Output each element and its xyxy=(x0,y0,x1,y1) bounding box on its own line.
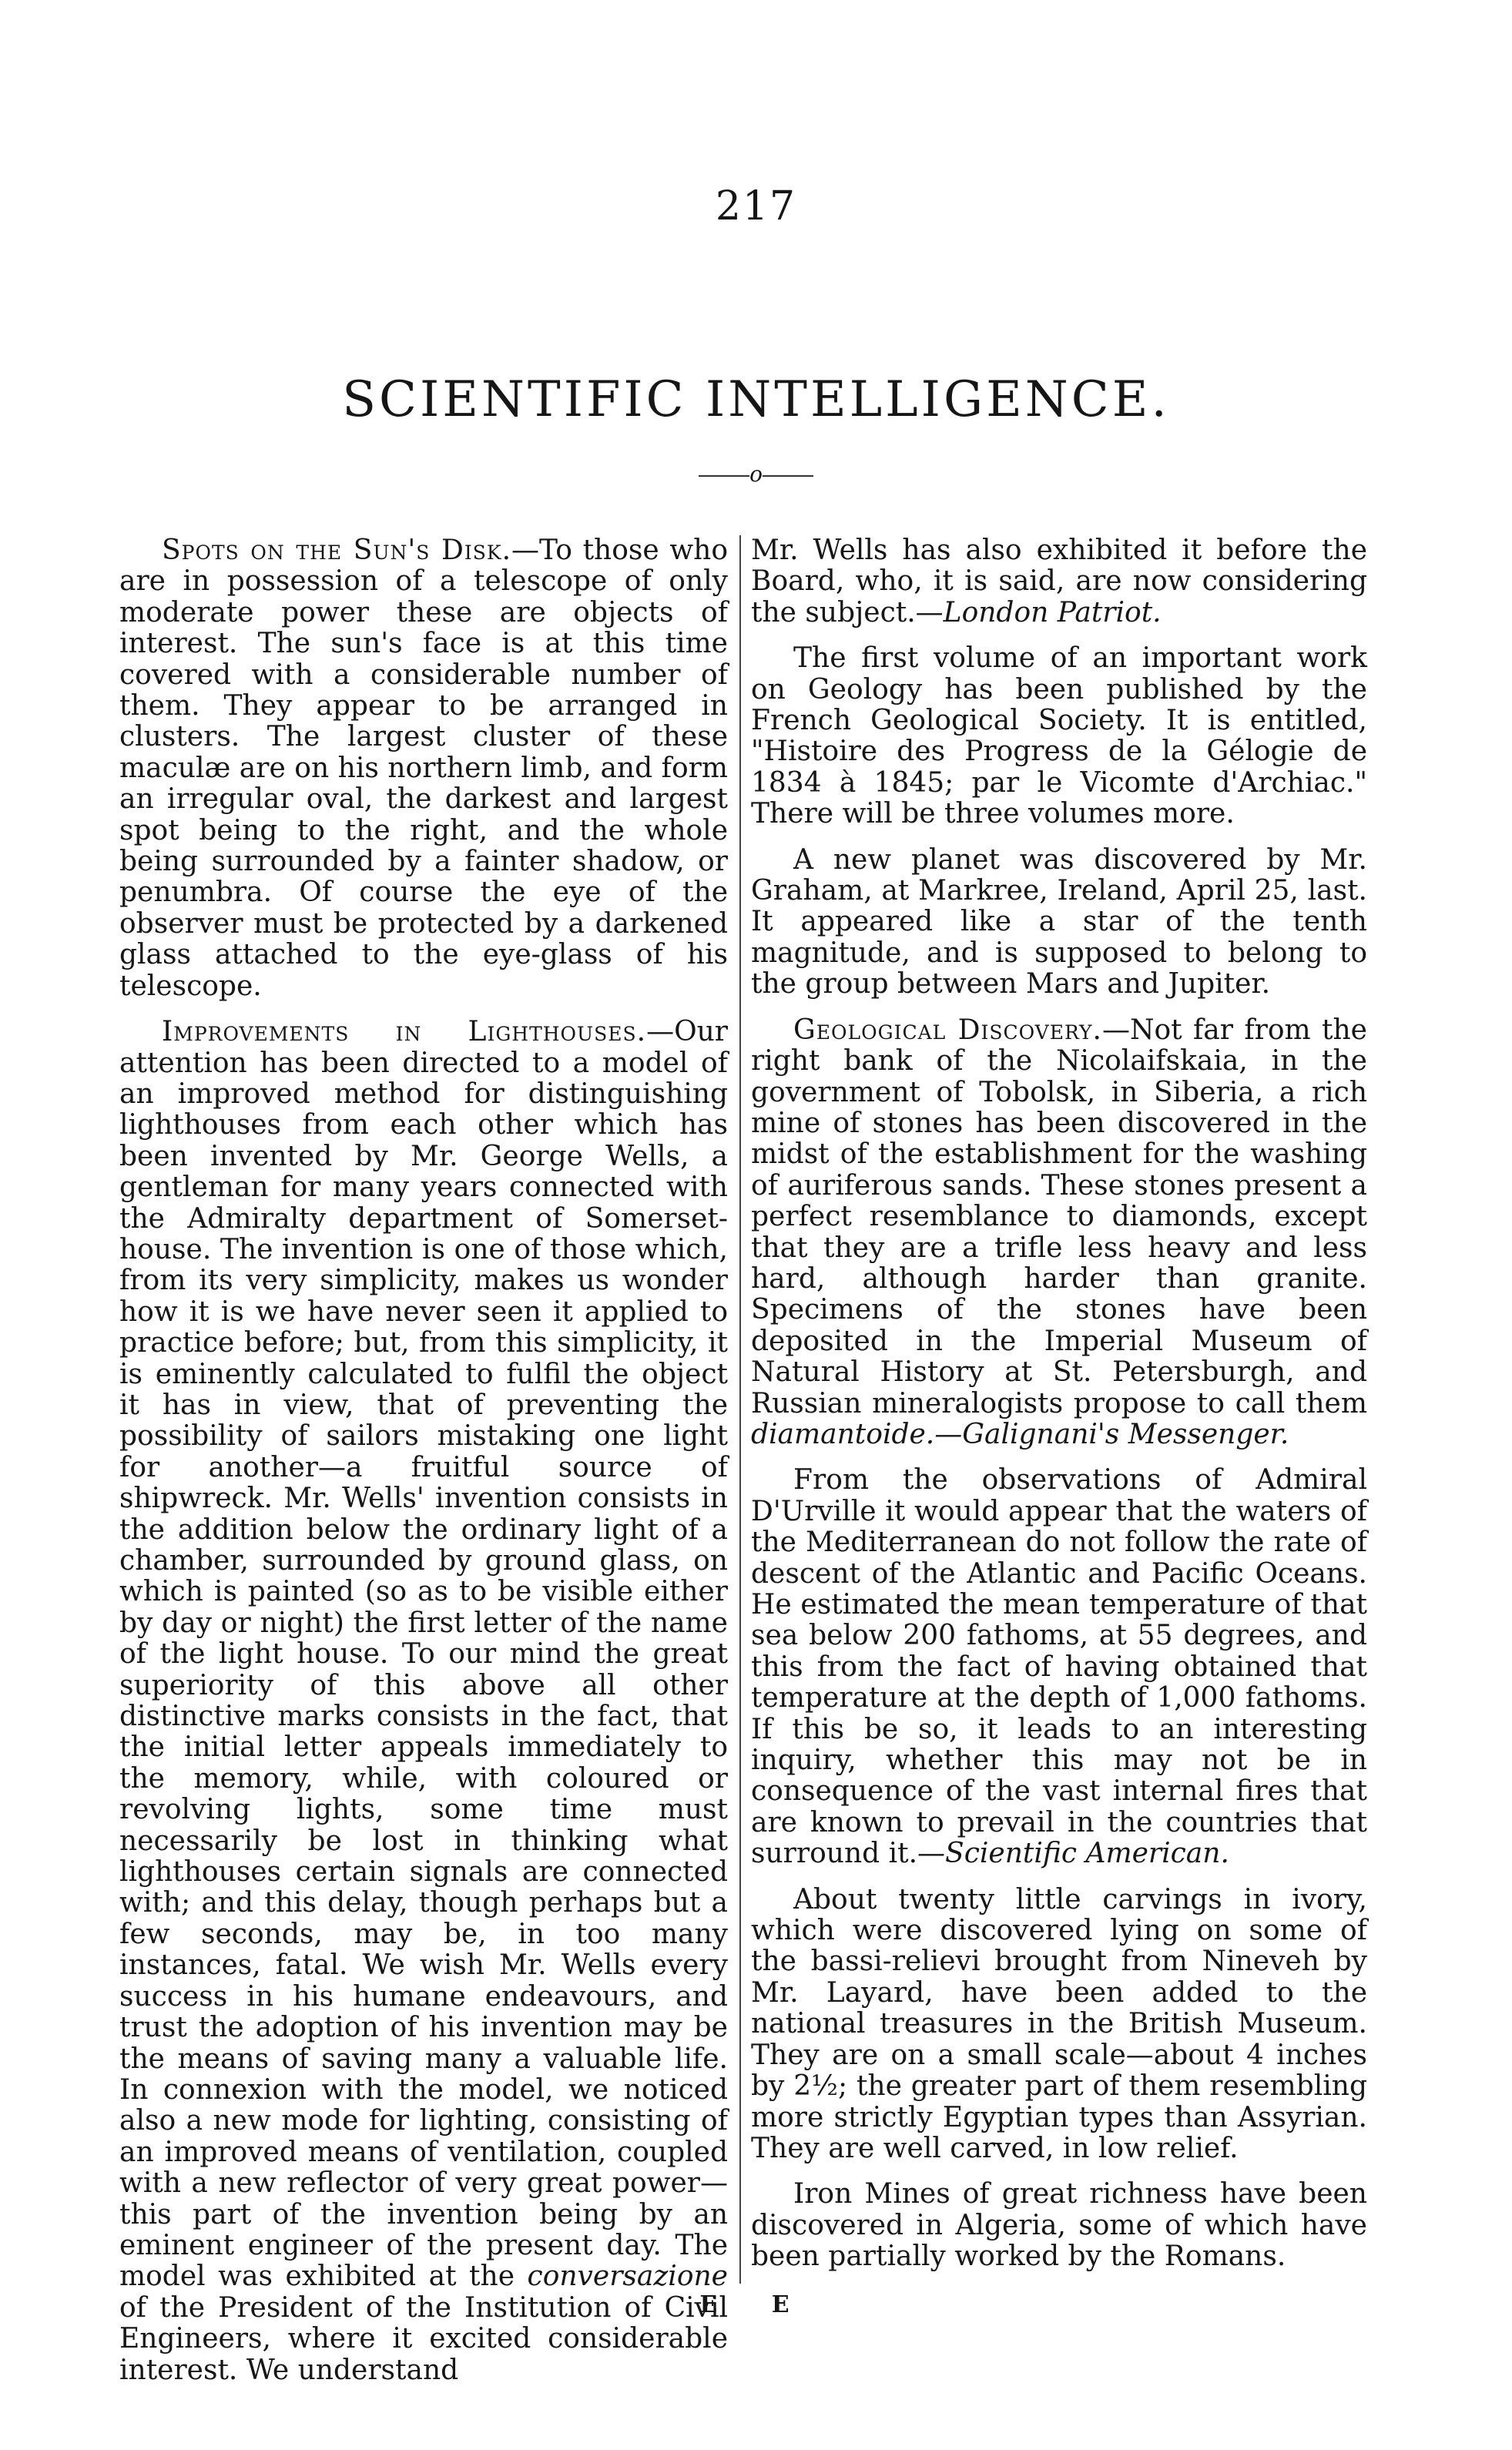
ornament-divider xyxy=(0,461,1512,487)
article-body: —To those who are in possession of a telescope of only moderate power these are objects of interest. The sun's face is at this time covered with a considerable number of them. They appear to be arranged in clusters. The largest cluster of these maculæ are on his northern limb, and form an irregular oval, the darkest and largest spot being to the right, and the whole being surrounded by a fainter shadow, or penumbra. Of course the eye of the observer must be protected by a darkened glass attached to the eye-glass of his telescope. xyxy=(119,535,728,1002)
article-ivory-carvings: About twenty little carvings in ivory, which were discovered lying on some of the bassi-relievi brought from Nineveh by Mr. Layard, have been added to the national treasures in the British Museum. They are on a small scale—about 4 inches by 2½; the greater part of them resembling more strictly Egyptian types than Assyrian. They are well carved, in low relief. xyxy=(751,1883,1367,2164)
article-source: —London Patriot. xyxy=(915,596,1162,628)
article-iron-mines: Iron Mines of great richness have been discovered in Algeria, some of which have been partially worked by the Romans. xyxy=(751,2178,1367,2273)
article-sun-spots xyxy=(119,535,728,1002)
article-body: Mr. Wells has also exhibited it before the Board, who, it is said, are now considering the subject. xyxy=(751,535,1367,628)
page-title: SCIENTIFIC INTELLIGENCE. xyxy=(342,371,1170,428)
article-body-end: of the President of the Institution of Civil Engineers, where it excited considerable interest. We understand xyxy=(119,2291,728,2386)
signature-mark: E E xyxy=(699,2291,813,2318)
italic-term: conversazione xyxy=(527,2261,728,2293)
right-column xyxy=(751,535,1367,2287)
ornament-mark: o xyxy=(749,461,763,487)
column-divider xyxy=(739,535,741,2284)
article-geology-work: The first volume of an important work on Geology has been published by the French Geological Society. It is entitled, "Histoire des Progress de la Gélogie de 1834 à 1845; par le Vicomte d'Archiac." There will be three volumes more. xyxy=(751,642,1367,830)
left-column xyxy=(119,535,728,2401)
article-new-planet: A new planet was discovered by Mr. Graham, at Markree, Ireland, April 25, last. It appeared like a star of the tenth magnitude, and is supposed to belong to the group between Mars and Jupiter. xyxy=(751,843,1367,1000)
ornament-rule-right xyxy=(763,475,813,477)
ornament-rule-left xyxy=(699,475,749,477)
article-title: Improvements in Lighthouses. xyxy=(162,1016,647,1048)
article-durville xyxy=(751,1465,1367,1869)
article-source: —Scientific American. xyxy=(917,1838,1229,1870)
article-wells-continued xyxy=(751,535,1367,628)
page-number: 217 xyxy=(715,183,797,230)
article-title: Geological Discovery. xyxy=(793,1014,1102,1046)
article-body: —Our attention has been directed to a model of an improved method for distinguishing lighthouses from each other which has been invented by Mr. George Wells, a gentleman for many years connected with the Admiralty department of Somerset-house. The invention is one of those which, from its very simplicity, makes us wonder how it is we have never seen it applied to practice before; but, from this simplicity, it is eminently calculated to fulfil the object it has in view, that of preventing the possibility of sailors mistaking one light for another—a fruitful source of shipwreck. Mr. Wells' invention consists in the addition below the ordinary light of a chamber, surrounded by ground glass, on which is painted (so as to be visible either by day or night) the first letter of the name of the light house. To our mind the great superiority of this above all other distinctive marks consists in the fact, that the initial letter appeals immediately to the memory, while, with coloured or revolving lights, some time must necessarily be lost in thinking what lighthouses certain signals are connected with; and this delay, though perhaps but a few seconds, may be, in too many instances, fatal. We wish Mr. Wells every success in his humane endeavours, and trust the adoption of his invention may be the means of saving many a valuable life. In connexion with the model, we noticed also a new mode for lighting, consisting of an improved means of ventilation, coupled with a new reflector of very great power—this part of the invention being by an eminent engineer of the present day. The model was exhibited at the xyxy=(119,1016,728,2293)
article-lighthouses xyxy=(119,1017,728,2386)
article-source: —Galignani's Messenger. xyxy=(934,1418,1289,1450)
article-body: From the observations of Admiral D'Urville it would appear that the waters of the Mediterranean do not follow the rate of descent of the Atlantic and Pacific Oceans. He estimated the mean temperature of that sea below 200 fathoms, at 55 degrees, and this from the fact of having obtained that temperature at the depth of 1,000 fathoms. If this be so, it leads to an interesting inquiry, whether this may not be in consequence of the vast internal fires that are known to prevail in the countries that surround it. xyxy=(751,1464,1367,1870)
italic-term: diamantoide. xyxy=(751,1418,935,1450)
article-geological-discovery xyxy=(751,1015,1367,1451)
article-title: Spots on the Sun's Disk. xyxy=(162,535,512,566)
article-body: —Not far from the right bank of the Nicolaifskaia, in the government of Tobolsk, in Siberia, a rich mine of stones has been discovered in the midst of the establishment for the washing of auriferous sands. These stones present a perfect resemblance to diamonds, except that they are a trifle less heavy and less hard, although harder than granite. Specimens of the stones have been deposited in the Imperial Museum of Natural History at St. Petersburgh, and Russian mineralogists propose to call them xyxy=(751,1014,1367,1419)
